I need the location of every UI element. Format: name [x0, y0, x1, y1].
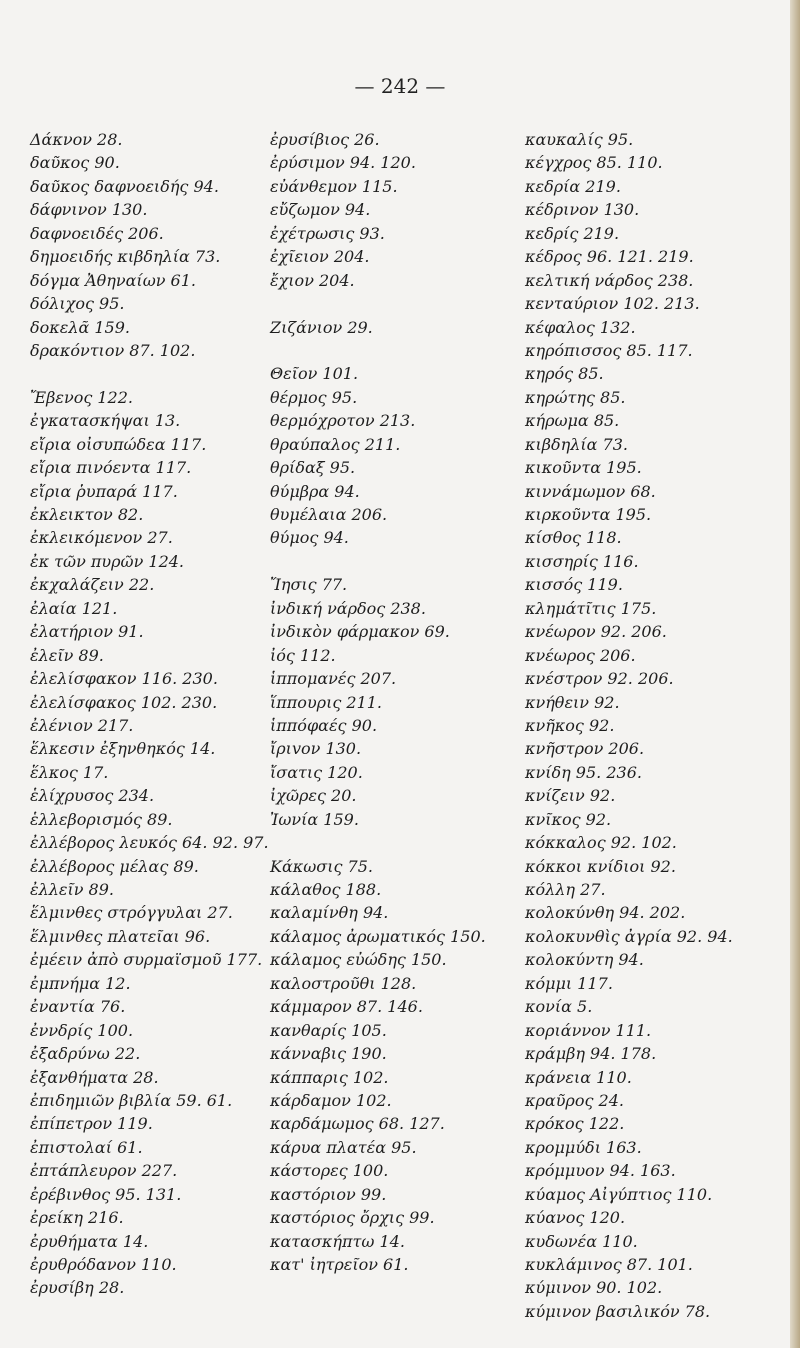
index-entry: κυδωνέα 110. — [525, 1231, 638, 1251]
index-entry: κεδρία 219. — [525, 176, 621, 196]
index-entry: ἰός 112. — [270, 645, 336, 665]
index-entry: Θεῖον 101. — [270, 364, 359, 384]
index-entry: κολοκυνθὶς ἀγρία 92. 94. — [525, 926, 733, 946]
index-entry: Κάκωσις 75. — [270, 856, 373, 876]
index-entry: ἐξαδρύνω 22. — [30, 1044, 141, 1064]
index-entry: κικοῦντα 195. — [525, 458, 642, 478]
index-entry: Ἔβενος 122. — [30, 387, 133, 407]
index-entry: εἴρια οἰσυπώδεα 117. — [30, 434, 207, 454]
index-entry: κρόμμυον 94. 163. — [525, 1161, 676, 1181]
index-entry: κύμινον 90. 102. — [525, 1278, 663, 1298]
index-entry: κέφαλος 132. — [525, 317, 636, 337]
index-entry: κέγχρος 85. 110. — [525, 153, 663, 173]
index-entry: εὔζωμον 94. — [270, 200, 371, 220]
index-entry: δαφνοειδές 206. — [30, 223, 164, 243]
index-entry: ἑλίχρυσος 234. — [30, 786, 155, 806]
index-entry: κάλαμος εὐώδης 150. — [270, 950, 447, 970]
page-edge — [790, 0, 800, 1348]
index-entry: ἐκλεικόμενον 27. — [30, 528, 173, 548]
index-entry: ἱππόφαές 90. — [270, 715, 378, 735]
index-entry: ἐξανθήματα 28. — [30, 1067, 159, 1087]
index-entry: κάππαρις 102. — [270, 1067, 389, 1087]
index-entry: καλοστροῦθι 128. — [270, 973, 417, 993]
index-entry: ἐπτάπλευρον 227. — [30, 1161, 178, 1181]
index-entry: κνῆστρον 206. — [525, 739, 645, 759]
index-entry: κύανος 120. — [525, 1208, 626, 1228]
index-entry: ἴριvον 130. — [270, 739, 362, 759]
index-entry: Ἰωνία 159. — [270, 809, 359, 829]
index-column-2 — [270, 128, 510, 1276]
index-entry: ἐπίπετρον 119. — [30, 1114, 153, 1134]
index-entry: ἐλελίσφακον 116. 230. — [30, 669, 218, 689]
index-entry: κνῖκος 92. — [525, 809, 612, 829]
index-entry: ἐρυσίβη 28. — [30, 1278, 125, 1298]
index-entry: Δάκνον 28. — [30, 130, 123, 149]
index-entry: δόλιχος 95. — [30, 294, 125, 314]
index-entry: εἴρια πινόεντα 117. — [30, 458, 192, 478]
index-entry: κάνναβις 190. — [270, 1044, 387, 1064]
index-entry: κόκκαλος 92. 102. — [525, 833, 677, 853]
index-entry: κηρώτης 85. — [525, 387, 626, 407]
index-entry: δοκελᾶ 159. — [30, 317, 130, 337]
index-entry: καστόριον 99. — [270, 1184, 387, 1204]
section-gap — [30, 362, 270, 385]
index-entry: κολοκύντη 94. — [525, 950, 644, 970]
index-entry: κηρός 85. — [525, 364, 604, 384]
index-entry: ἐκλεικτον 82. — [30, 505, 144, 524]
index-entry: ἱππομανές 207. — [270, 669, 397, 689]
index-entry: δημοειδής κιβδηλία 73. — [30, 247, 221, 267]
index-entry: ἐλαία 121. — [30, 598, 118, 618]
section-gap — [270, 831, 510, 854]
index-entry: ἐκ τῶν πυρῶν 124. — [30, 551, 185, 571]
index-entry: κρόκος 122. — [525, 1114, 625, 1134]
index-entry: ἰχῶρες 20. — [270, 786, 357, 806]
index-entry: κέδρινον 130. — [525, 200, 640, 220]
index-entry: ἑλλεβορισμός 89. — [30, 809, 173, 829]
index-entry: ἐρυθρόδανον 110. — [30, 1255, 177, 1274]
index-entry: ἐλελίσφακος 102. 230. — [30, 692, 218, 712]
index-entry: κισσηρίς 116. — [525, 551, 639, 571]
index-entry: καυκαλίς 95. — [525, 130, 634, 149]
index-entry: καλαμίνθη 94. — [270, 903, 389, 923]
index-entry: ἐλατήριον 91. — [30, 622, 144, 642]
index-entry: ἐγκατασκήψαι 13. — [30, 411, 181, 431]
index-entry: ἐκχαλάζειν 22. — [30, 575, 155, 595]
index-entry: κάστορες 100. — [270, 1161, 389, 1181]
index-entry: θύμβρα 94. — [270, 481, 360, 501]
index-entry: ἕλμινθες στρόγγυλαι 27. — [30, 903, 233, 923]
index-entry: κατασκήπτω 14. — [270, 1231, 405, 1251]
section-gap — [270, 339, 510, 362]
index-entry: κισσός 119. — [525, 575, 623, 595]
index-entry: ἐμπνήμα 12. — [30, 973, 131, 993]
index-entry: καστόριος ὄρχις 99. — [270, 1208, 435, 1228]
index-entry: κάλαθος 188. — [270, 880, 382, 899]
index-entry: καρδάμωμος 68. 127. — [270, 1114, 445, 1134]
index-entry: ἐλλεῖν 89. — [30, 880, 114, 899]
index-entry: θύμος 94. — [270, 528, 349, 548]
index-entry: ἵππουρις 211. — [270, 692, 383, 712]
index-entry: κόμμι 117. — [525, 973, 613, 993]
index-entry: κέδρος 96. 121. 219. — [525, 247, 694, 267]
index-entry: κόκκοι κνίδιοι 92. — [525, 856, 676, 876]
index-entry: κανθαρίς 105. — [270, 1020, 387, 1040]
index-entry: ἐρείκη 216. — [30, 1208, 124, 1228]
index-entry: ἔχιον 204. — [270, 270, 355, 290]
index-entry: κυκλάμινος 87. 101. — [525, 1255, 693, 1274]
index-entry: κεδρίς 219. — [525, 223, 620, 243]
index-entry: κνίδη 95. 236. — [525, 762, 642, 782]
index-entry: ἰνδική νάρδος 238. — [270, 598, 426, 618]
index-entry: ἐρυθήματα 14. — [30, 1231, 149, 1251]
index-entry: ἕλμινθες πλατεῖαι 96. — [30, 926, 211, 946]
index-entry: κράνεια 110. — [525, 1067, 632, 1087]
index-entry: κίσθος 118. — [525, 528, 622, 548]
index-entry: κρομμύδι 163. — [525, 1137, 642, 1157]
index-entry: θυμέλαια 206. — [270, 505, 388, 524]
index-entry: κελτική νάρδος 238. — [525, 270, 694, 290]
index-entry: ἴσατις 120. — [270, 762, 363, 782]
index-entry: θραύπαλος 211. — [270, 434, 401, 454]
index-entry: κραῦρος 24. — [525, 1090, 624, 1110]
index-entry: κονία 5. — [525, 997, 593, 1017]
index-entry: κνέωρον 92. 206. — [525, 622, 667, 642]
index-entry: ἐλένιον 217. — [30, 715, 134, 735]
index-entry: δάφνινον 130. — [30, 200, 148, 220]
index-entry: δαῦκος δαφνοειδής 94. — [30, 176, 219, 196]
index-entry: ἐμέειν ἀπὸ συρμαϊσμοῦ 177. — [30, 950, 263, 970]
index-entry: κιβδηλία 73. — [525, 434, 628, 454]
section-gap — [270, 550, 510, 573]
index-entry: ἕλκεσιν ἐξηνθηκός 14. — [30, 739, 216, 759]
index-entry: κνῆκος 92. — [525, 715, 615, 735]
index-entry: κλημάτῖτις 175. — [525, 598, 657, 618]
index-entry: κνήθειν 92. — [525, 692, 620, 712]
index-entry: ἐλλέβορος μέλας 89. — [30, 856, 199, 876]
index-entry: δρακόντιον 87. 102. — [30, 340, 196, 360]
index-entry: ἐχέτρωσις 93. — [270, 223, 385, 243]
index-entry: ἐπιστολαί 61. — [30, 1137, 143, 1157]
index-entry: κάλαμος ἀρωματικός 150. — [270, 926, 486, 946]
index-entry: κύαμος Αἰγύπτιος 110. — [525, 1184, 713, 1204]
index-entry: Ἴησις 77. — [270, 575, 348, 595]
index-entry: ἰνδικὸν φάρμακον 69. — [270, 622, 450, 642]
index-entry: ἐρυσίβιος 26. — [270, 130, 380, 149]
index-entry: κάρυα πλατέα 95. — [270, 1137, 417, 1157]
index-entry: κολοκύνθη 94. 202. — [525, 903, 686, 923]
index-entry: ἕλκος 17. — [30, 762, 109, 782]
index-entry: κενταύριον 102. 213. — [525, 294, 700, 314]
index-entry: κόλλη 27. — [525, 880, 606, 899]
index-entry: κήρωμα 85. — [525, 411, 620, 431]
index-entry: ἐπιδημιῶν βιβλία 59. 61. — [30, 1090, 233, 1110]
index-entry: κνέωρος 206. — [525, 645, 636, 665]
index-entry: δαῦκος 90. — [30, 153, 120, 173]
section-gap — [270, 292, 510, 315]
index-entry: κοριάννον 111. — [525, 1020, 652, 1040]
index-entry: Ζιζάνιον 29. — [270, 317, 373, 337]
index-entry: κατ' ἰητρεῖον 61. — [270, 1255, 409, 1274]
index-entry: θερμόχροτον 213. — [270, 411, 416, 431]
index-entry: εὐάνθεμον 115. — [270, 176, 398, 196]
index-entry: θρίδαξ 95. — [270, 458, 356, 478]
index-entry: δόγμα Ἀθηναίων 61. — [30, 270, 196, 290]
index-entry: κιρκοῦντα 195. — [525, 505, 652, 524]
index-entry: κράμβη 94. 178. — [525, 1044, 657, 1064]
index-entry: ἐχῖειον 204. — [270, 247, 370, 267]
index-entry: ἐναντία 76. — [30, 997, 126, 1017]
index-entry: κιννάμωμον 68. — [525, 481, 656, 501]
index-column-1 — [30, 128, 270, 1300]
index-entry: θέρμος 95. — [270, 387, 358, 407]
index-entry: ἐννδρίς 100. — [30, 1020, 134, 1040]
index-entry: κύμινον βασιλικόν 78. — [525, 1301, 711, 1321]
index-entry: ἐλεῖν 89. — [30, 645, 104, 665]
index-entry: ἐλλέβορος λευκός 64. 92. 97. — [30, 833, 269, 853]
index-entry: ἐρύσιμον 94. 120. — [270, 153, 416, 173]
index-column-3 — [525, 128, 775, 1323]
index-entry: κάμμαρον 87. 146. — [270, 997, 423, 1017]
index-entry: κνέστρον 92. 206. — [525, 669, 674, 689]
index-entry: ἐρέβινθος 95. 131. — [30, 1184, 182, 1204]
page-number: — 242 — — [354, 74, 446, 98]
index-entry: κάρδαμον 102. — [270, 1090, 392, 1110]
index-entry: κηρόπισσος 85. 117. — [525, 340, 693, 360]
index-entry: κνίζειν 92. — [525, 786, 616, 806]
index-entry: εἴρια ῥυπαρά 117. — [30, 481, 178, 501]
